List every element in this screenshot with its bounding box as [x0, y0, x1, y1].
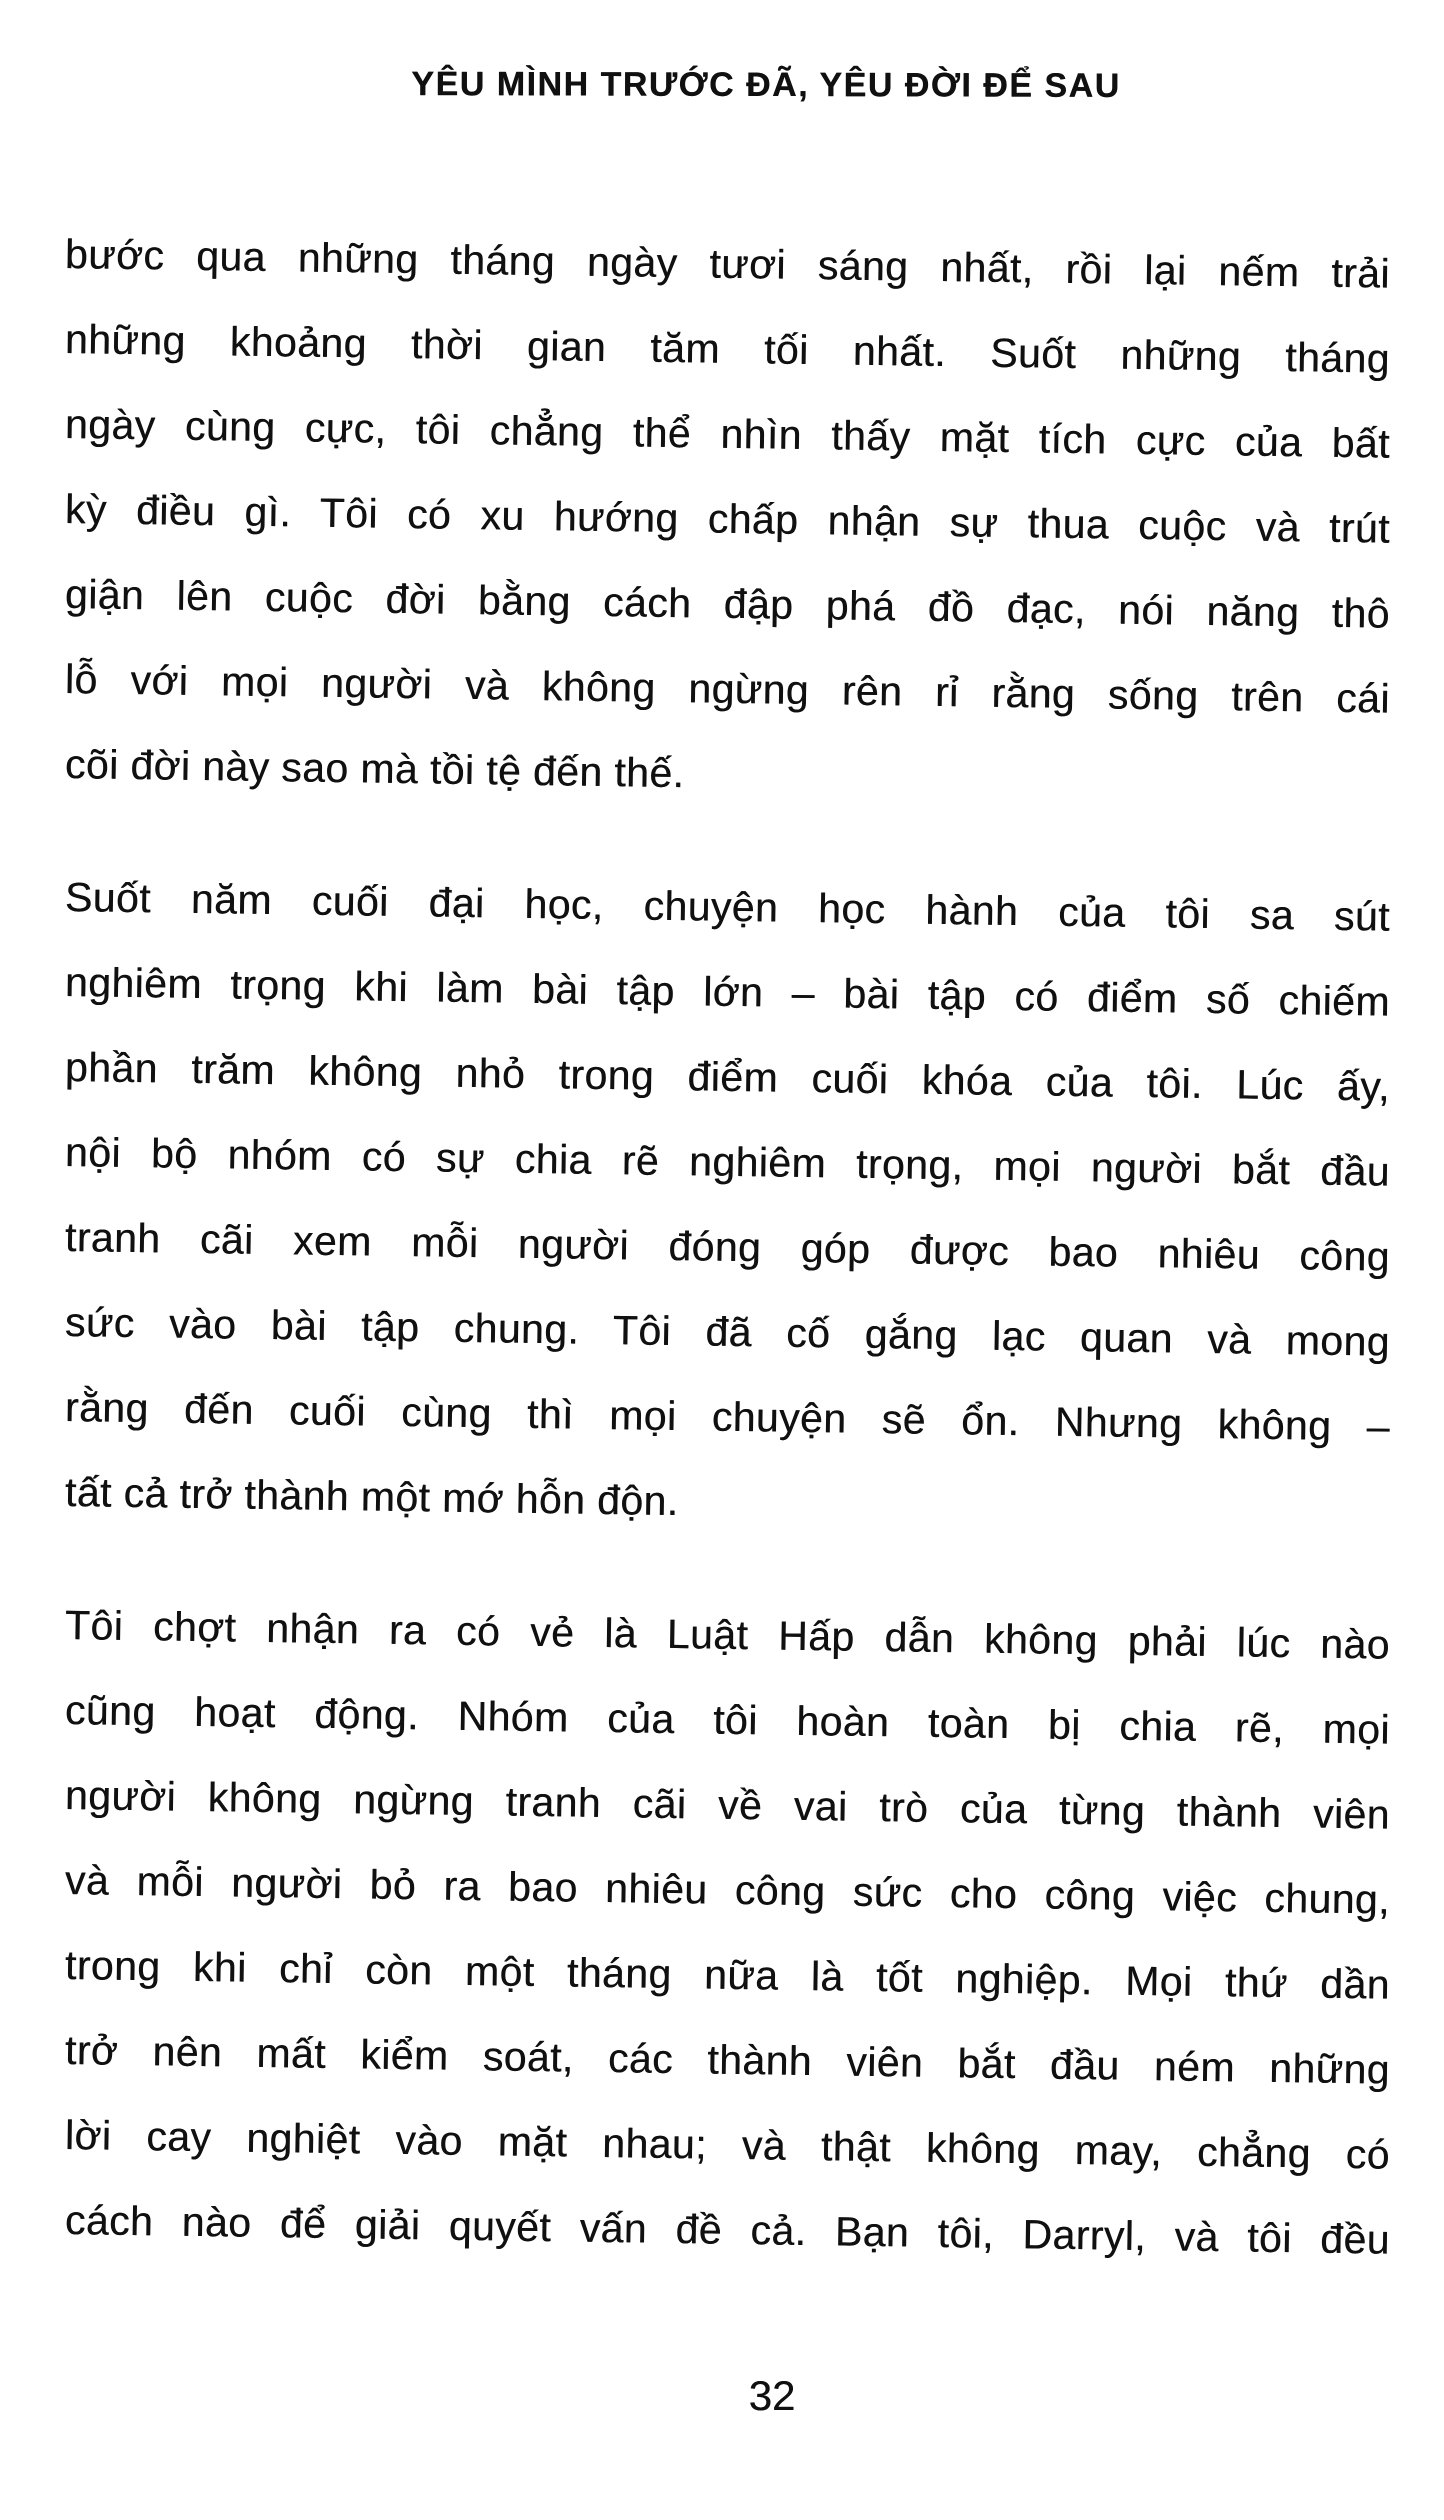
text-line: người không ngừng tranh cãi về vai trò của từng thành viên	[64, 1772, 1391, 1838]
text-line: cũng hoạt động. Nhóm của tôi hoàn toàn bị chia rẽ, mọi	[64, 1687, 1391, 1753]
page-body-text	[65, 212, 1390, 2263]
text-line: phần trăm không nhỏ trong điểm cuối khóa của tôi. Lúc ấy,	[64, 1044, 1391, 1110]
text-line: cõi đời này sao mà tồi tệ đến thế.	[64, 741, 685, 797]
text-line: cách nào để giải quyết vấn đề cả. Bạn tôi, Darryl, và tôi đều	[64, 2197, 1391, 2263]
text-line: tranh cãi xem mỗi người đóng góp được bao nhiêu công	[64, 1214, 1391, 1280]
text-line: lời cay nghiệt vào mặt nhau; và thật không may, chẳng có	[64, 2112, 1391, 2178]
text-line: nội bộ nhóm có sự chia rẽ nghiêm trọng, mọi người bắt đầu	[64, 1129, 1391, 1195]
text-line: nghiêm trọng khi làm bài tập lớn – bài tập có điểm số chiếm	[64, 959, 1391, 1025]
text-line: những khoảng thời gian tăm tối nhất. Suốt những tháng	[64, 316, 1391, 382]
text-line: giận lên cuộc đời bằng cách đập phá đồ đạc, nói năng thô	[64, 571, 1391, 637]
paragraph	[65, 1583, 1390, 2263]
paragraph	[65, 212, 1390, 807]
text-line: trong khi chỉ còn một tháng nữa là tốt nghiệp. Mọi thứ dần	[64, 1942, 1391, 2008]
page-number: 32	[748, 2372, 796, 2419]
text-line: trở nên mất kiểm soát, các thành viên bắt đầu ném những	[64, 2027, 1391, 2093]
text-line: và mỗi người bỏ ra bao nhiêu công sức cho công việc chung,	[64, 1857, 1391, 1923]
text-line: tất cả trở thành một mớ hỗn độn.	[64, 1469, 679, 1525]
text-line: lỗ với mọi người và không ngừng rên rỉ rằng sống trên cái	[64, 656, 1391, 722]
text-line: ngày cùng cực, tôi chẳng thể nhìn thấy mặt tích cực của bất	[64, 401, 1391, 467]
text-line: rằng đến cuối cùng thì mọi chuyện sẽ ổn. Nhưng không –	[64, 1384, 1391, 1450]
text-line: Suốt năm cuối đại học, chuyện học hành của tôi sa sút	[64, 874, 1391, 940]
text-line: bước qua những tháng ngày tươi sáng nhất, rồi lại nếm trải	[64, 231, 1391, 297]
running-header: YÊU MÌNH TRƯỚC ĐÃ, YÊU ĐỜI ĐỂ SAU	[411, 65, 1121, 105]
text-line: sức vào bài tập chung. Tôi đã cố gắng lạc quan và mong	[64, 1299, 1391, 1365]
paragraph	[65, 855, 1390, 1535]
text-line: Tôi chợt nhận ra có vẻ là Luật Hấp dẫn không phải lúc nào	[64, 1602, 1391, 1668]
text-line: kỳ điều gì. Tôi có xu hướng chấp nhận sự thua cuộc và trút	[64, 486, 1391, 552]
